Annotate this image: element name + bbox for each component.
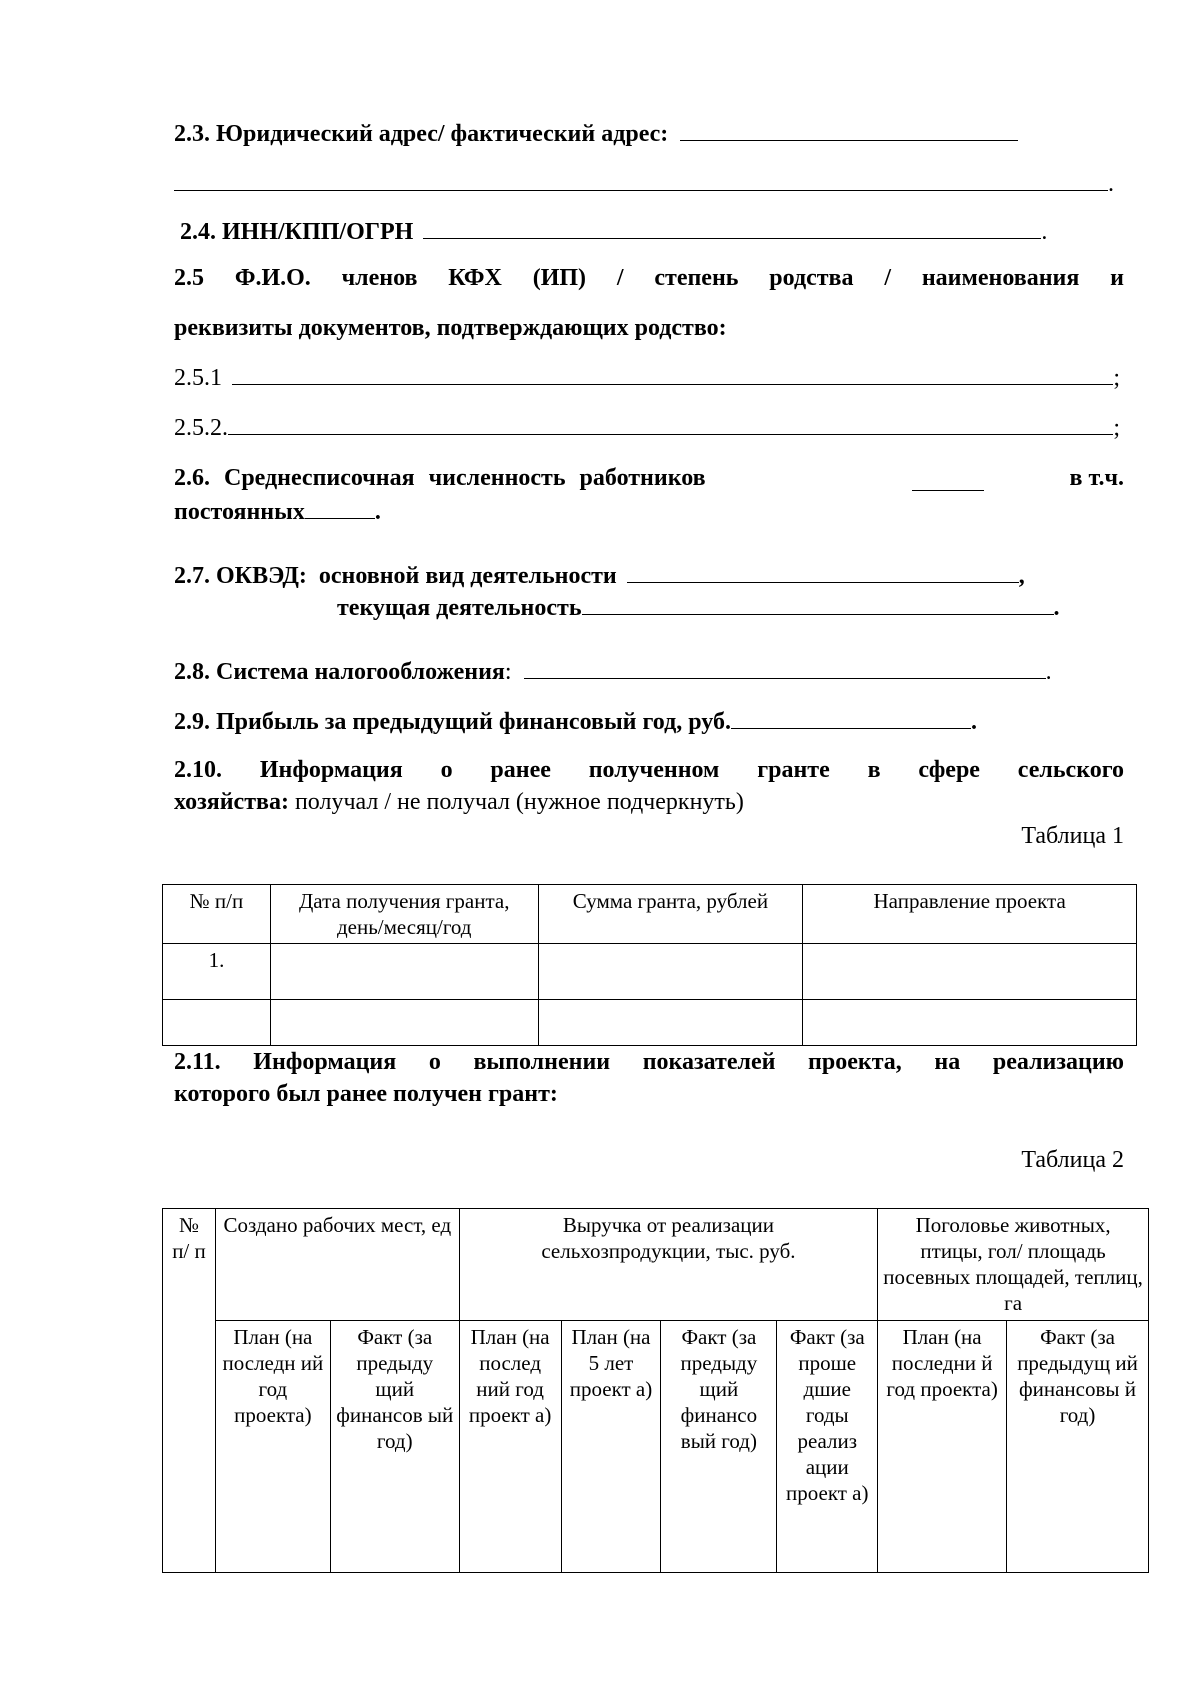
headcount-label: 2.6. Среднесписочная численность работников — [174, 465, 706, 491]
legal-address-label: 2.3. Юридический адрес/ фактический адрес: — [174, 121, 669, 147]
main-activity-label: основной вид деятельности — [318, 563, 617, 589]
section-2-6-line2: постоянных . — [174, 496, 381, 526]
table2-sub-jobs-plan: План (на последн ий год проекта) — [215, 1321, 330, 1573]
inn-field[interactable] — [423, 216, 1041, 239]
table2-header-jobs: Создано рабочих мест, ед — [215, 1209, 459, 1321]
legal-address-field-2[interactable] — [174, 168, 1108, 191]
table2-caption: Таблица 2 — [1021, 1147, 1124, 1173]
table1-caption: Таблица 1 — [1021, 823, 1124, 849]
table-cell[interactable] — [803, 944, 1137, 1000]
section-2-5-line1: 2.5 Ф.И.О. членов КФХ (ИП) / степень родства / наименования и — [174, 265, 1124, 291]
table-cell[interactable] — [538, 1000, 803, 1046]
relative-1-field[interactable] — [232, 362, 1113, 385]
table2-sub-revenue-plan-5y: План (на 5 лет проект а) — [561, 1321, 661, 1573]
relative-2-label: 2.5.2. — [174, 415, 228, 441]
relative-1-label: 2.5.1 — [174, 365, 222, 391]
permanent-label: постоянных — [174, 499, 305, 525]
section-2-5-1: 2.5.1 ; — [174, 362, 1120, 392]
headcount-field[interactable] — [912, 468, 984, 491]
relative-2-field[interactable] — [228, 412, 1113, 435]
table2-sub-revenue-fact-past: Факт (за проше дшие годы реализ ации проект а) — [777, 1321, 878, 1573]
tax-system-field[interactable] — [524, 656, 1046, 679]
section-2-6-line1 — [174, 464, 1124, 492]
grant-table — [162, 884, 1137, 1046]
legal-address-line2: . — [174, 168, 1114, 198]
table-cell[interactable] — [270, 944, 538, 1000]
table2-header-livestock: Поголовье животных, птицы, гол/ площадь посевных площадей, теплиц, га — [878, 1209, 1149, 1321]
permanent-field[interactable] — [305, 496, 375, 519]
table1-header-sum: Сумма гранта, рублей — [538, 885, 803, 944]
section-2-11-line1: 2.11. Информация о выполнении показателей проекта, на реализацию — [174, 1049, 1124, 1075]
legal-address-field[interactable] — [680, 118, 1018, 141]
main-activity-field[interactable] — [627, 560, 1019, 583]
indicators-table — [162, 1208, 1149, 1573]
profit-field[interactable] — [731, 706, 971, 729]
table-cell[interactable] — [803, 1000, 1137, 1046]
table-cell[interactable] — [163, 1000, 271, 1046]
section-2-8: 2.8. Система налогообложения: . — [174, 656, 1052, 686]
section-2-7-line2: текущая деятельность . — [337, 592, 1060, 622]
section-2-7-line1: 2.7. ОКВЭД: основной вид деятельности , — [174, 560, 1025, 590]
okved-label: 2.7. ОКВЭД: — [174, 563, 307, 589]
table1-header-date: Дата получения гранта, день/месяц/год — [270, 885, 538, 944]
table2-sub-revenue-plan-last: План (на послед ний год проект а) — [459, 1321, 561, 1573]
table1-header-num: № п/п — [163, 885, 271, 944]
table2-sub-jobs-fact: Факт (за предыду щий финансов ый год) — [330, 1321, 459, 1573]
table2-sub-livestock-plan: План (на последни й год проекта) — [878, 1321, 1007, 1573]
tax-system-label: 2.8. Система налогообложения — [174, 659, 505, 685]
section-2-9: 2.9. Прибыль за предыдущий финансовый год, руб. . — [174, 706, 977, 736]
table-cell[interactable] — [270, 1000, 538, 1046]
inn-label: 2.4. ИНН/КПП/ОГРН — [180, 219, 414, 245]
including-label: в т.ч. — [1069, 465, 1124, 491]
section-2-5-2: 2.5.2. ; — [174, 412, 1120, 442]
section-2-10-line1: 2.10. Информация о ранее полученном гранте в сфере сельского — [174, 757, 1124, 783]
section-2-10-line2: хозяйства: получал / не получал (нужное подчеркнуть) — [174, 789, 744, 815]
current-activity-field[interactable] — [582, 592, 1054, 615]
current-activity-label: текущая деятельность — [337, 595, 582, 621]
table-cell[interactable] — [538, 944, 803, 1000]
profit-label: 2.9. Прибыль за предыдущий финансовый год, руб. — [174, 709, 731, 735]
grant-received-option[interactable]: получал / не получал (нужное подчеркнуть) — [288, 789, 744, 815]
table-row-1-num: 1. — [163, 944, 271, 1000]
section-2-3 — [174, 118, 1018, 148]
table2-sub-livestock-fact: Факт (за предыдущ ий финансовы й год) — [1007, 1321, 1149, 1573]
table2-header-num: № п/ п — [163, 1209, 216, 1573]
table1-header-direction: Направление проекта — [803, 885, 1137, 944]
table2-header-revenue: Выручка от реализации сельхозпродукции, тыс. руб. — [459, 1209, 878, 1321]
table2-sub-revenue-fact-prev: Факт (за предыду щий финансо вый год) — [661, 1321, 777, 1573]
section-2-11-line2: которого был ранее получен грант: — [174, 1081, 558, 1107]
section-2-5-line2: реквизиты документов, подтверждающих родство: — [174, 315, 727, 341]
section-2-4: 2.4. ИНН/КПП/ОГРН . — [180, 216, 1047, 246]
